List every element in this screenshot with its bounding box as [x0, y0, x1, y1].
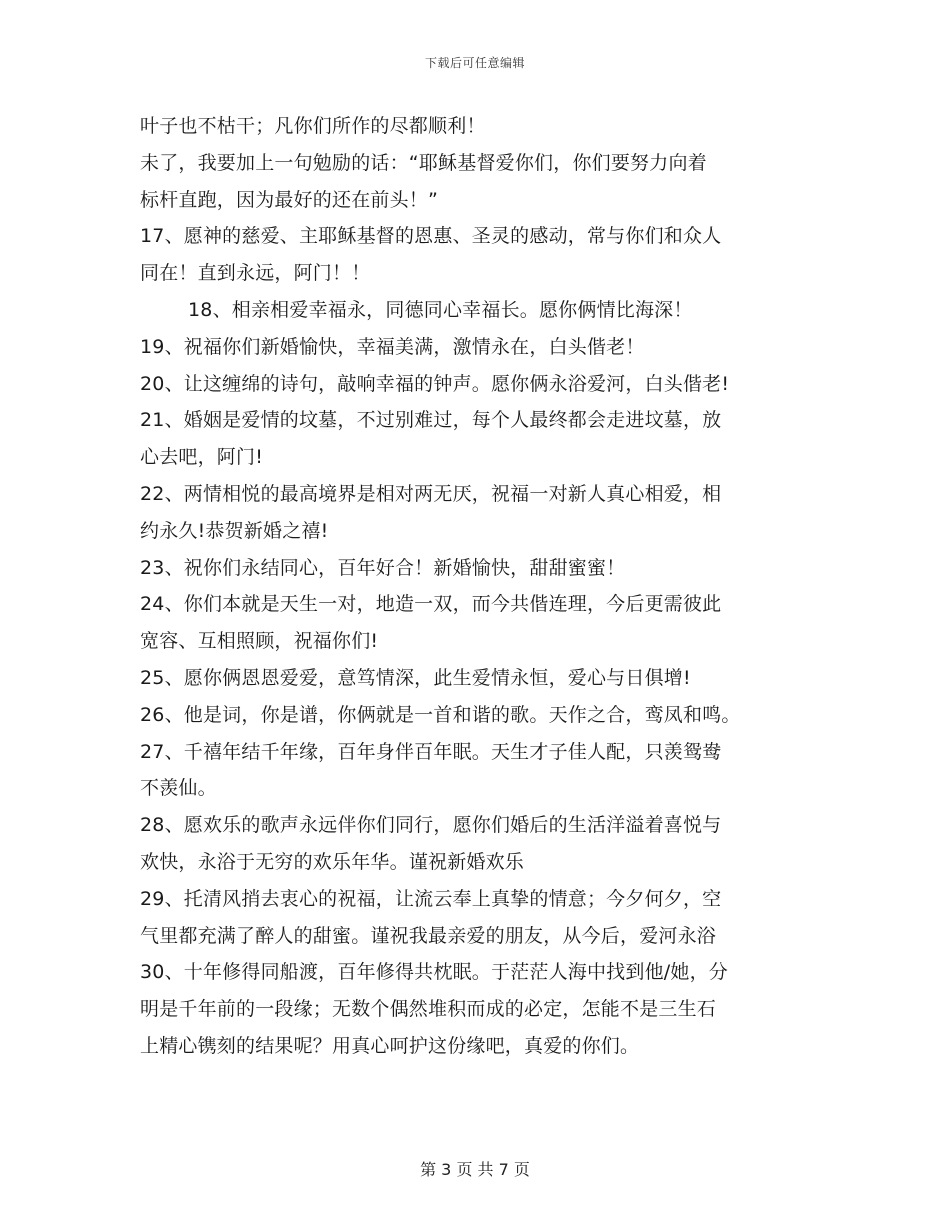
- text-line: 未了，我要加上一句勉励的话：“耶稣基督爱你们，你们要努力向着: [140, 151, 707, 174]
- page-header: 下载后可任意编辑: [424, 56, 525, 70]
- text-line: 24、你们本就是天生一对，地造一双，而今共偕连理，今后更需彼此: [140, 593, 722, 616]
- text-line: 22、两情相悦的最高境界是相对两无厌，祝福一对新人真心相爱，相: [140, 482, 722, 505]
- page-footer: 第 3 页 共 7 页: [420, 1160, 530, 1179]
- text-line: 17、愿神的慈爱、主耶稣基督的恩惠、圣灵的感动，常与你们和众人: [140, 225, 722, 248]
- text-line: 19、祝福你们新婚愉快，幸福美满，激情永在，白头偕老！: [140, 335, 645, 358]
- text-line: 欢快，永浴于无穷的欢乐年华。谨祝新婚欢乐: [140, 850, 525, 873]
- text-line: 同在！直到永远，阿门！！: [140, 262, 371, 285]
- text-line: 23、祝你们永结同心，百年好合！新婚愉快，甜甜蜜蜜！: [140, 556, 626, 579]
- text-line: 宽容、互相照顾，祝福你们!: [140, 630, 379, 653]
- text-line: 气里都充满了醉人的甜蜜。谨祝我最亲爱的朋友，从今后，爱河永浴: [140, 924, 717, 947]
- text-line: 27、千禧年结千年缘，百年身伴百年眠。天生才子佳人配，只羡鸳鸯: [140, 740, 722, 763]
- text-line: 21、婚姻是爱情的坟墓，不过别难过，每个人最终都会走进坟墓，放: [140, 409, 722, 432]
- text-line: 约永久!恭贺新婚之禧!: [140, 519, 329, 542]
- document-body: [140, 108, 820, 1065]
- text-line: 29、托清风捎去衷心的祝福，让流云奉上真挚的情意；今夕何夕，空: [140, 887, 722, 910]
- text-line: 标杆直跑，因为最好的还在前头！”: [140, 188, 439, 211]
- text-line: 28、愿欢乐的歌声永远伴你们同行，愿你们婚后的生活洋溢着喜悦与: [140, 814, 722, 837]
- text-line: 25、愿你俩恩恩爱爱，意笃情深，此生爱情永恒，爱心与日俱增!: [140, 666, 691, 689]
- text-line: 心去吧，阿门!: [140, 446, 264, 469]
- text-line: 18、相亲相爱幸福永，同德同心幸福长。愿你俩情比海深！: [188, 298, 693, 321]
- text-line: 26、他是词，你是谱，你俩就是一首和谐的歌。天作之合，鸾凤和鸣。: [140, 703, 741, 726]
- text-line: 明是千年前的一段缘；无数个偶然堆积而成的必定，怎能不是三生石: [140, 998, 717, 1021]
- text-line: 30、十年修得同船渡，百年修得共枕眠。于茫茫人海中找到他/她，分: [140, 961, 728, 984]
- text-line: 上精心镌刻的结果呢？用真心呵护这份缘吧，真爱的你们。: [140, 1034, 640, 1057]
- text-line: 20、让这缠绵的诗句，敲响幸福的钟声。愿你俩永浴爱河，白头偕老!: [140, 372, 730, 395]
- text-line: 不羡仙。: [140, 777, 217, 800]
- text-line: 叶子也不枯干；凡你们所作的尽都顺利！: [140, 115, 486, 137]
